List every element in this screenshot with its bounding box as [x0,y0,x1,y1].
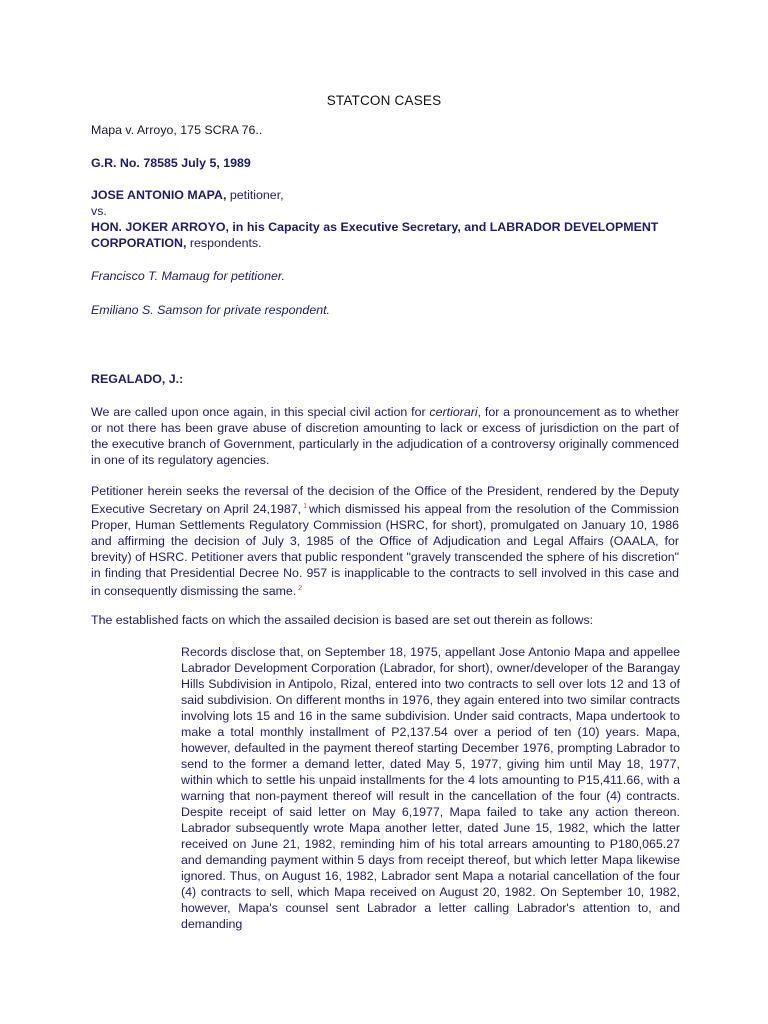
ponente: REGALADO, J.: [91,372,184,386]
respondents-names: HON. JOKER ARROYO, in his Capacity as Executive Secretary, and LABRADOR DEVELOPMENT CORPORATION, [91,220,659,250]
paragraph-1-emphasis: certiorari [429,405,478,419]
versus-label: vs. [91,204,107,218]
paragraph-1 [91,404,679,468]
block-quote: Records disclose that, on September 18, 1975, appellant Jose Antonio Mapa and appellee Labrador Development Corporation (Labrador, for short), owner/developer of the Barangay Hills Subdivision in Antipolo, Rizal, entered into two contracts to sell over lots 12 and 13 of said subdivision. On different months in 1976, they again entered into two similar contracts involving lots 15 and 16 in the same subdivision. Under said contracts, Mapa undertook to make a total monthly installment of P2,137.54 over a period of ten (10) years. Mapa, however, defaulted in the payment thereof starting December 1976, prompting Labrador to send to the former a demand letter, dated May 5, 1977, giving him until May 18, 1977, within which to settle his unpaid installments for the 4 lots amounting to P15,411.66, with a warning that non-payment thereof will result in the cancellation of the four (4) contracts. Despite receipt of said letter on May 6,1977, Mapa failed to take any action thereon. Labrador subsequently wrote Mapa another letter, dated June 15, 1982, which the latter received on June 21, 1982, reminding him of his total arrears amounting to P180,065.27 and demanding payment within 5 days from receipt thereof, but which letter Mapa likewise ignored. Thus, on August 16, 1982, Labrador sent Mapa a notarial cancellation of the four (4) contracts to sell, which Mapa received on August 20, 1982. On September 10, 1982, however, Mapa's counsel sent Labrador a letter calling Labrador's attention to, and demanding [181,645,680,931]
document-title: STATCON CASES [326,93,442,108]
paragraph-2 [91,483,679,599]
paragraph-2-text-a: Petitioner herein seeks the reversal of the decision of the Office of the President, rendered by the Deputy Executive Secretary on April 24,1987, [91,484,679,517]
petitioner-role: petitioner, [226,188,284,202]
petitioner-name: JOSE ANTONIO MAPA, [91,188,227,202]
gr-number: G.R. No. 78585 July 5, 1989 [91,156,251,170]
case-citation: Mapa v. Arroyo, 175 SCRA 76.. [91,123,263,137]
counsel-petitioner: Francisco T. Mamaug for petitioner. [91,269,285,283]
parties-block [91,187,679,251]
footnote-link-1[interactable]: 1 [303,503,307,510]
counsel-respondent: Emiliano S. Samson for private respondent. [91,303,330,317]
paragraph-3: The established facts on which the assailed decision is based are set out therein as follows: [91,613,594,627]
respondents-role: respondents. [186,236,262,250]
footnote-link-2[interactable]: 2 [298,585,303,593]
paragraph-2-text-b: which dismissed his appeal from the resolution of the Commission Proper, Human Settlements Regulatory Commission (HSRC, for short), promulgated on January 10, 1986 and affirming the decision of July 3, 1985 of the Office of Adjudication and Legal Affairs (OAALA, for brevity) of HSRC. Petitioner avers that public respondent "gravely transcended the sphere of his discretion" in finding that Presidential Decree No. 957 is inapplicable to the contracts to sell involved in this case and in consequently dismissing the same. [91,502,679,599]
paragraph-1-text-a: We are called upon once again, in this special civil action for [91,405,430,419]
paragraph-1-text-b: , for a pronouncement as to whether or not there has been grave abuse of discretion amounting to lack or excess of jurisdiction on the part of the executive branch of Government, particularly in the adjudication of a controversy originally commenced in one of its regulatory agencies. [91,405,679,467]
